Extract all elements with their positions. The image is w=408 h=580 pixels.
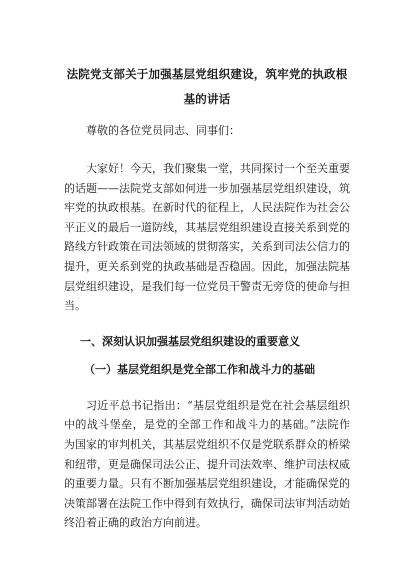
document-title: 法院党支部关于加强基层党组织建设，筑牢党的执政根基的讲话 bbox=[66, 67, 348, 106]
salutation: 尊敬的各位党员同志、同事们： bbox=[86, 124, 240, 137]
intro-paragraph: 大家好！今天，我们聚集一堂，共同探讨一个至关重要的话题——法院党支部如何进一步加强基层党组织建设，筑牢党的执政根基。在新时代的征程上，人民法院作为社会公平正义的最后一道防线，其基层党组织建设直接关系到党的路线方针政策在司法领域的贯彻落实，关系到司法公信力的提升，更关系到党的执政基础是否稳固。因此，加强法院基层党组织建设，是我们每一位党员干警责无旁贷的使命与担当。 bbox=[64, 162, 350, 313]
subsection-heading: （一）基层党组织是党全部工作和战斗力的基础 bbox=[84, 362, 315, 376]
section-heading: 一、深刻认识加强基层党组织建设的重要意义 bbox=[80, 334, 300, 348]
body-paragraph: 习近平总书记指出：“基层党组织是党在社会基层组织中的战斗堡垒，是党的全部工作和战斗力的基础。”法院作为国家的审判机关，其基层党组织不仅是党联系群众的桥梁和纽带，更是确保司法公正、提升司法效率、维护司法权威的重要力量。只有不断加强基层党组织建设，才能确保党的决策部署在法院工作中得到有效执行，确保司法审判活动始终沿着正确的政治方向前进。 bbox=[64, 398, 350, 530]
